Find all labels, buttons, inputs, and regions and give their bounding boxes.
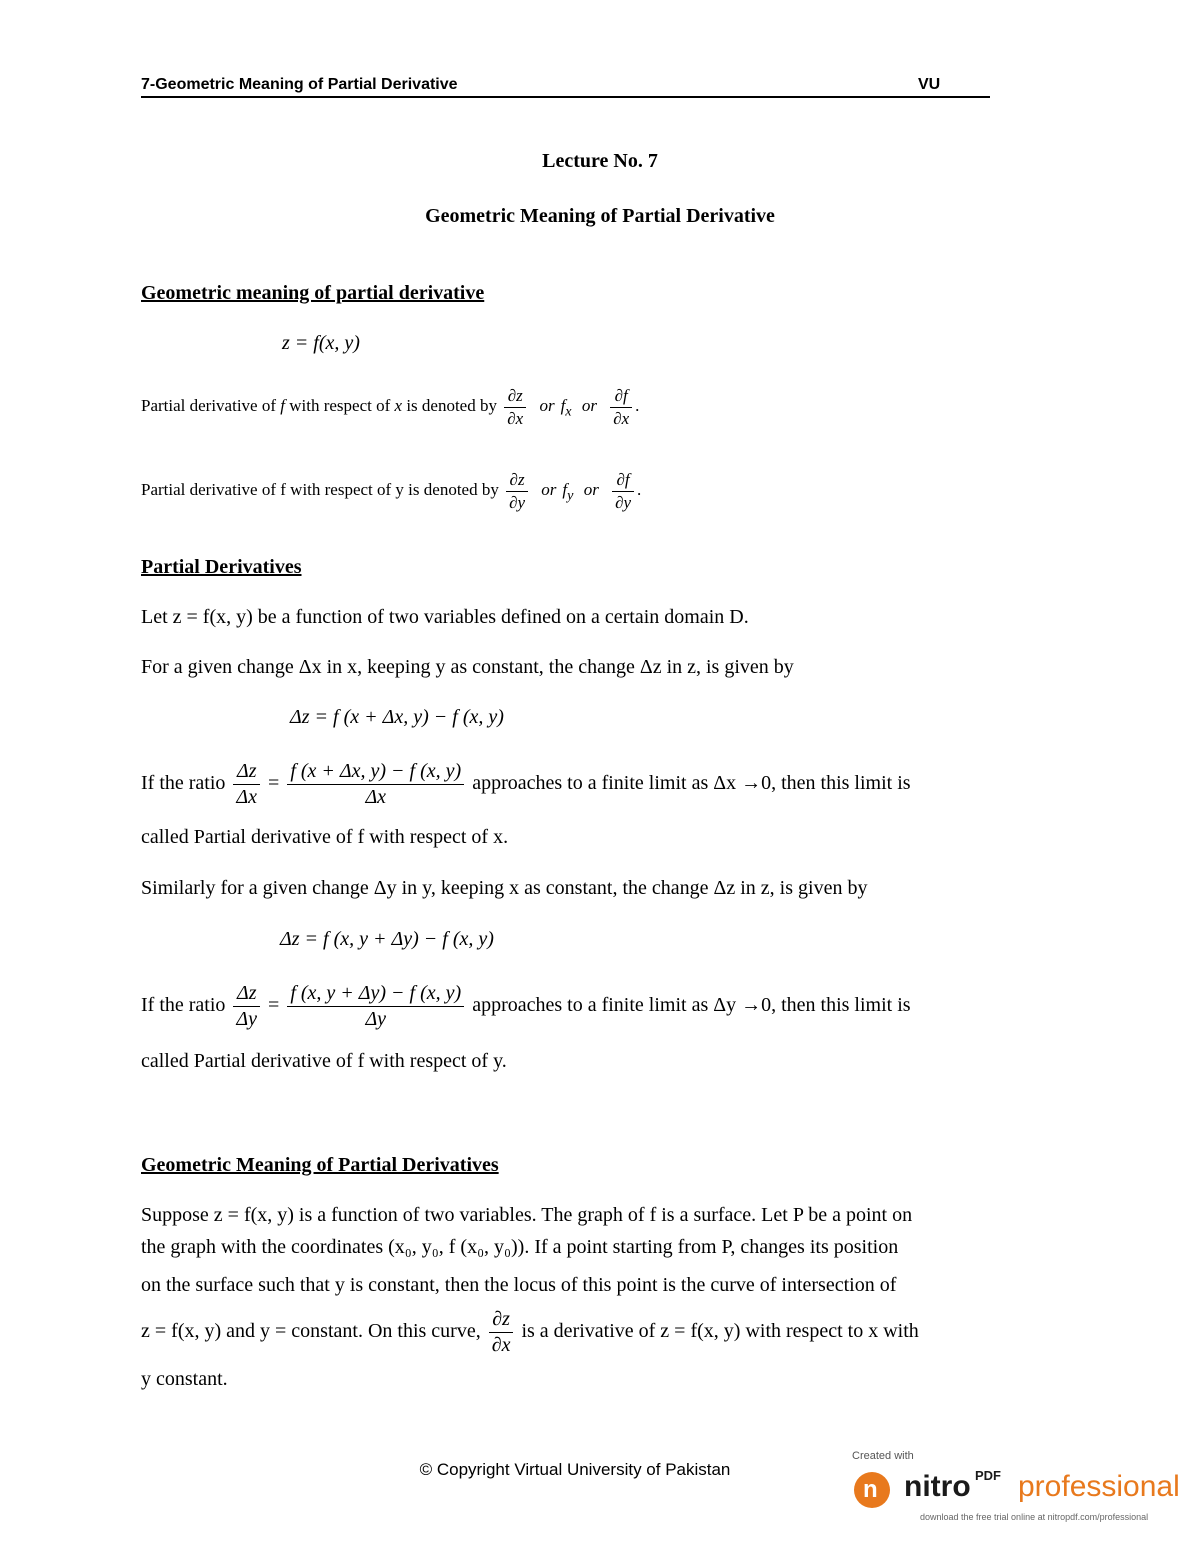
running-header-vu: VU: [918, 76, 941, 93]
nitro-pdf-logo: [850, 1450, 1190, 1530]
lecture-title: Geometric Meaning of Partial Derivative: [425, 205, 775, 227]
nitro-n-icon: n: [854, 1472, 890, 1508]
ratio-y-lhs: $\frac{\Delta z}{\Delta y}$: [233, 982, 260, 1031]
section-heading-1: Geometric meaning of partial derivative: [141, 282, 485, 304]
equation-delta-z-y: Δz = f (x, y + Δy) − f (x, y): [280, 928, 494, 950]
ratio-x-lhs: $\frac{\Delta z}{\Delta x}$: [233, 760, 260, 809]
lecture-number: Lecture No. 7: [542, 150, 658, 172]
partial-x-line: Partial derivative of f with respect of x is denoted by $\frac{\partial z}{\partial x}$ or $f_x$ or $\frac{\partial f}{\partial x}$ .: [141, 386, 640, 428]
partial-y-line: Partial derivative of f with respect of y is denoted by $\frac{\partial z}{\partial y}$ or $f_y$ or $\frac{\partial f}{\partial y}$ .: [141, 470, 642, 512]
running-header-title: 7-Geometric Meaning of Partial Derivative: [141, 76, 458, 93]
paragraph-suppose: Suppose z = f(x, y) is a function of two variables. The graph of f is a surface. Let P be a point on: [141, 1204, 913, 1226]
ratio-x-rhs: $\frac{f (x + \Delta x, y) - f (x, y)}{\Delta x}$: [287, 760, 464, 809]
logo-download-text: download the free trial online at nitropdf.com/professional: [920, 1512, 1149, 1522]
ratio-y-rhs: $\frac{f (x, y + \Delta y) - f (x, y)}{\Delta y}$: [287, 982, 464, 1031]
dz-dy-fraction: $\frac{\partial z}{\partial y}$: [506, 470, 528, 512]
df-dx-fraction: $\frac{\partial f}{\partial x}$: [610, 386, 632, 428]
dz-dx-fraction: $\frac{\partial z}{\partial x}$: [504, 386, 526, 428]
paragraph-locus: on the surface such that y is constant, then the locus of this point is the curve of intersection of: [141, 1274, 897, 1296]
df-dy-fraction: $\frac{\partial f}{\partial y}$: [612, 470, 634, 512]
copyright-footer: © Copyright Virtual University of Pakistan: [419, 1460, 731, 1479]
logo-professional: professional: [1018, 1470, 1180, 1503]
paragraph-change-x: For a given change Δx in x, keeping y as constant, the change Δz in z, is given by: [141, 656, 794, 678]
paragraph-let-z: Let z = f(x, y) be a function of two variables defined on a certain domain D.: [141, 606, 749, 628]
logo-pdf: PDF: [975, 1468, 1001, 1483]
ratio-x-line: If the ratio $\frac{\Delta z}{\Delta x}$ = $\frac{f (x + \Delta x, y) - f (x, y)}{\Delta x}$ approaches to a finite limit as Δx →0, then this limit is: [141, 760, 911, 808]
paragraph-curve: z = f(x, y) and y = constant. On this curve, $\frac{\partial z}{\partial x}$ is a derivative of z = f(x, y) with respect to x with: [141, 1308, 919, 1356]
equation-z-fxy: z = f(x, y): [282, 332, 360, 354]
paragraph-called-y: called Partial derivative of f with respect of y.: [141, 1050, 507, 1072]
ratio-y-line: If the ratio $\frac{\Delta z}{\Delta y}$ = $\frac{f (x, y + \Delta y) - f (x, y)}{\Delta y}$ approaches to a finite limit as Δy →0, then this limit is: [141, 982, 911, 1030]
logo-created-with: Created with: [852, 1450, 914, 1462]
section-heading-3: Geometric Meaning of Partial Derivatives: [141, 1154, 499, 1176]
header-rule: [141, 96, 990, 98]
paragraph-change-y: Similarly for a given change Δy in y, keeping x as constant, the change Δz in z, is given by: [141, 877, 868, 899]
equation-delta-z-x: Δz = f (x + Δx, y) − f (x, y): [290, 706, 504, 728]
logo-brand: nitro: [904, 1470, 971, 1503]
paragraph-coordinates: the graph with the coordinates (x₀, y₀, f (x₀, y₀)). If a point starting from P, changes its position: [141, 1236, 899, 1258]
paragraph-y-constant: y constant.: [141, 1368, 228, 1390]
paragraph-called-x: called Partial derivative of f with respect of x.: [141, 826, 509, 848]
dz-dx-fraction-2: $\frac{\partial z}{\partial x}$: [489, 1308, 514, 1357]
section-heading-2: Partial Derivatives: [141, 556, 302, 578]
